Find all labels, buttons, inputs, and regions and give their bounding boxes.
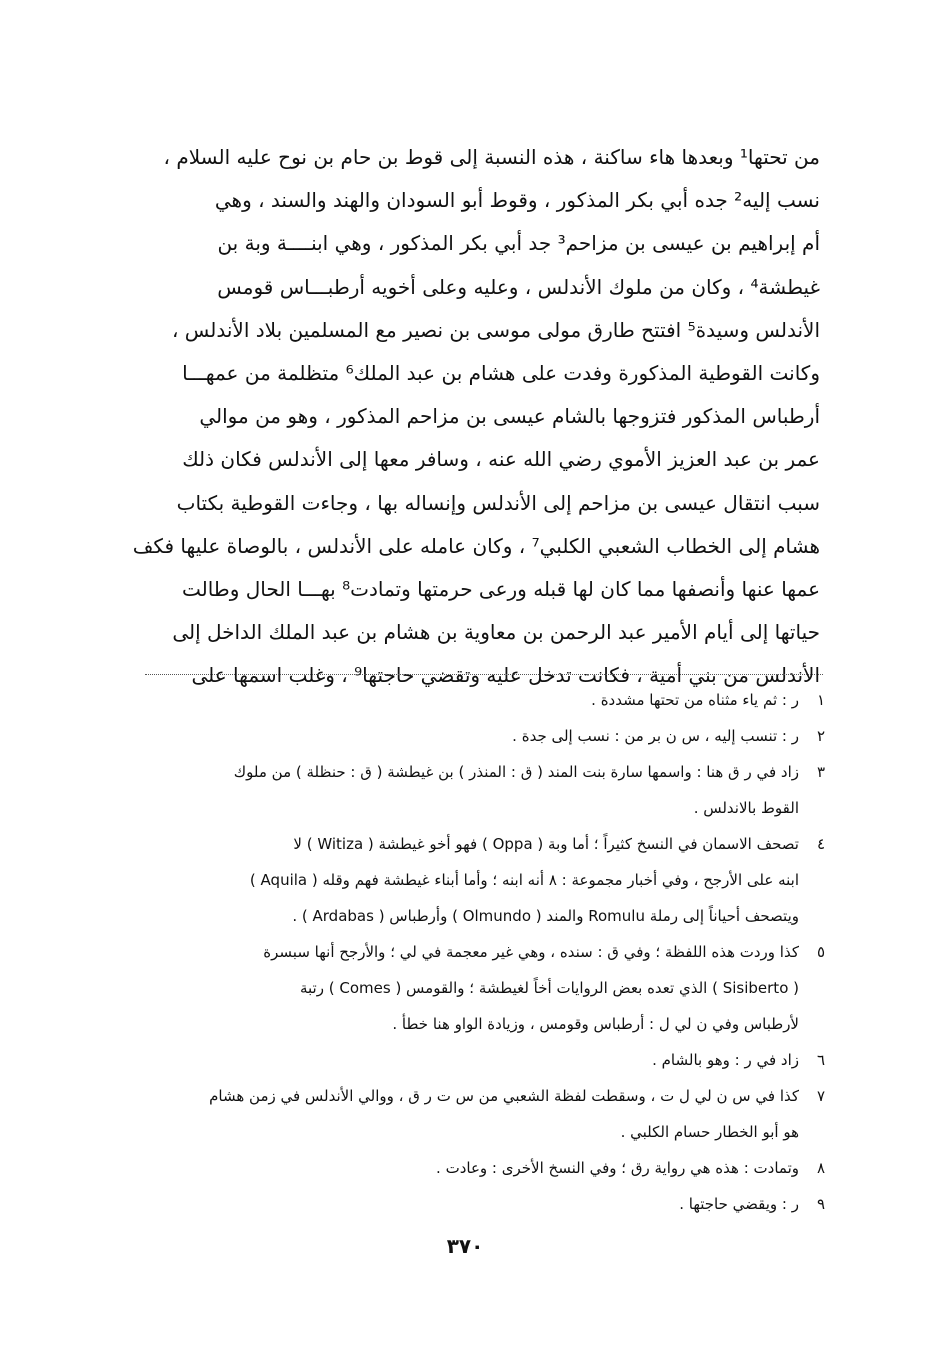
footnotes [100, 682, 825, 1222]
main-text-line: حياتها إلى أيام الأمير عبد الرحمن بن معاوية بن هشام بن عبد الملك الداخل إلى [172, 620, 820, 645]
main-text-line: الأندلس من بني أمية ، فكانت تدخل عليه وتقضي حاجتها⁹ ، وغلب اسمها على [191, 663, 820, 688]
footnote-2 [100, 718, 825, 754]
footnote-line: ( Sisiberto ) الذي تعده بعض الروايات أخاً لغيطشة ؛ والقومس ( Comes ) رتبة [299, 979, 799, 997]
footnote-3 [100, 754, 825, 826]
footnote-line: كذا في س ن لي ل ت ، وسقطت لفظة الشعبي من س ت ر ق ، ووالي الأندلس في زمن هشام [209, 1087, 799, 1105]
main-text-body [100, 136, 820, 697]
footnote-6 [100, 1042, 825, 1078]
footnote-line: ر : ويقضي حاجتها . [679, 1195, 799, 1213]
main-text-line: أرطباس المذكور فتزوجها بالشام عيسى بن مزاحم المذكور ، وهو من موالي [199, 404, 820, 429]
main-text-line: سبب انتقال عيسى بن مزاحم إلى الأندلس وإنساله بها ، وجاءت القوطية بكتاب [176, 490, 820, 515]
footnote-7 [100, 1078, 825, 1150]
footnote-number: ٩ [816, 1195, 825, 1213]
footnote-number: ٦ [816, 1051, 825, 1069]
footnote-number: ٥ [816, 943, 825, 961]
main-text-line: نسب إليه² جده أبي بكر المذكور ، وقوط أبو السودان والهند والسند ، وهي [214, 188, 820, 213]
main-text-line: الأندلس وسيدة⁵ افتتح طارق مولى موسى بن نصير مع المسلمين بلاد الأندلس ، [171, 317, 820, 342]
footnote-number: ٣ [816, 763, 825, 781]
footnote-line: زاد في ر ق هنا : واسمها سارة بنت المند ( ق : المنذر ) بن غيطشة ( ق : حنظلة ) من ملوك [233, 763, 799, 781]
footnote-line: تصحف الاسمان في النسخ كثيراً ؛ أما وبة ( Oppa ) فهو أخو غيطشة ( Witiza ) لا [293, 835, 799, 853]
footnote-1 [100, 682, 825, 718]
footnote-number: ٧ [816, 1087, 825, 1105]
page-number: ٣٧٠ [446, 1234, 484, 1258]
main-text-line: من تحتها¹ وبعدها هاء ساكنة ، هذه النسبة إلى قوط بن حام بن نوح عليه السلام ، [163, 145, 820, 169]
footnote-number: ٨ [816, 1159, 825, 1177]
footnote-line: ر : تنسب إليه ، س ن بر من : نسب إلى جدة . [512, 727, 799, 745]
footnote-line: هو أبو الخطار حسام الكلبي . [620, 1123, 799, 1141]
footnote-line: لأرطباس وفي ن لي ل : أرطباس وقومس ، وزيادة الواو هنا خطأ . [392, 1015, 799, 1033]
main-text-line: عمر بن عبد العزيز الأموي رضي الله عنه ، وسافر معها إلى الأندلس فكان ذلك [182, 447, 820, 472]
footnote-line: كذا وردت هذه اللفظة ؛ وفي ق : سنده ، وهي غير معجمة في لي ؛ والأرجح أنها سبسرة [263, 943, 799, 961]
footnote-number: ٤ [816, 835, 825, 853]
main-text-line: هشام إلى الخطاب الشعبي الكلبي⁷ ، وكان عامله على الأندلس ، بالوصاة عليها فكف [132, 533, 820, 558]
footnote-line: القوط بالاندلس . [693, 799, 799, 817]
footnote-4 [100, 826, 825, 934]
footnote-divider [145, 674, 823, 675]
footnote-9 [100, 1186, 825, 1222]
footnote-8 [100, 1150, 825, 1186]
main-text-line: عمها عنها وأنصفها مما كان لها قبله ورعى حرمتها وتمادت⁸ بهـــا الحال وطالت [181, 576, 820, 601]
footnote-line: ابنه على الأرجح ، وفي أخبار مجموعة : ٨ أنه ابنه ؛ وأما أبناء غيطشة فهم وقله ( Aquila ) [249, 871, 799, 889]
main-text-line: أم إبراهيم بن عيسى بن مزاحم³ جد أبي بكر المذكور ، وهي ابنــــة وبة بن [217, 231, 820, 256]
main-text-line: وكانت القوطية المذكورة وفدت على هشام بن عبد الملك⁶ متظلمة من عمهـــا [182, 360, 820, 385]
footnote-line: وتمادت : هذه هي رواية رق ؛ وفي النسخ الأخرى : وعادت . [436, 1159, 799, 1177]
footnote-line: ر : ثم ياء مثناه من تحتها مشددة . [591, 691, 799, 709]
footnote-number: ١ [816, 691, 825, 709]
footnote-line: زاد في ر : وهو بالشام . [652, 1051, 799, 1069]
footnote-line: ويتصحف أحياناً إلى رملة Romulu والمند ( Olmundo ) وأرطباس ( Ardabas ) . [292, 907, 799, 925]
footnote-number: ٢ [816, 727, 825, 745]
footnote-5 [100, 934, 825, 1042]
main-text-line: غيطشة⁴ ، وكان من ملوك الأندلس ، وعليه وعلى أخويه أرطبـــاس قومس [217, 274, 820, 299]
